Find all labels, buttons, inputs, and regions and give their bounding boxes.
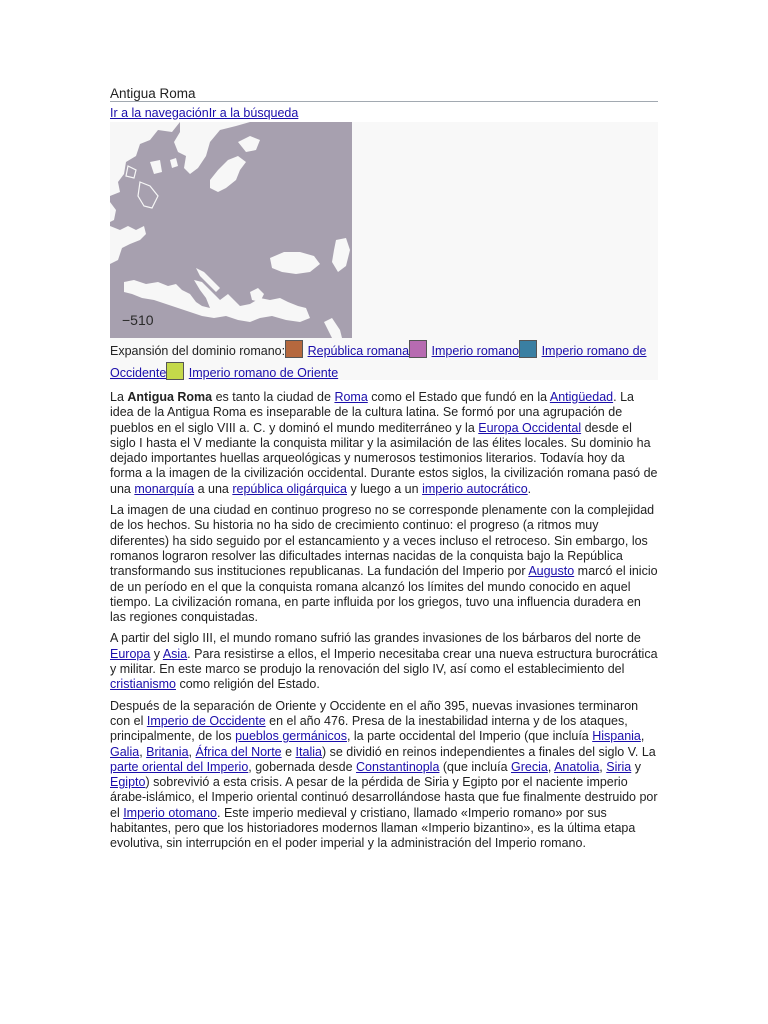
paragraph-division <box>110 699 658 852</box>
link-imperio-de-occidente[interactable]: Imperio de Occidente <box>146 713 266 728</box>
text: marcó el inicio de un período en el que la conquista romana alcanzó los límites del mundo conocido en aquel tiempo. La civilización romana, en parte influida por los griegos, tuvo una influencia duradera en las regiones conquistadas. <box>110 564 658 625</box>
link-italia[interactable]: Italia <box>295 744 322 759</box>
link-antiguedad[interactable]: Antigüedad <box>549 390 614 404</box>
text: Después de la separación de Oriente y Occidente en el año 395, nuevas invasiones terminaron con el <box>110 698 639 728</box>
skip-to-navigation-link[interactable]: Ir a la navegación <box>110 106 209 120</box>
map-legend <box>110 340 658 384</box>
text: . <box>527 481 532 496</box>
text: e <box>281 744 296 759</box>
legend-link-republica-romana[interactable]: República romana <box>307 344 410 358</box>
skip-links <box>110 106 298 120</box>
text: , <box>640 729 645 744</box>
text: ) sobrevivió a esta crisis. A pesar de la pérdida de Siria y Egipto por el naciente imperio árabe-islámico, el Imperio oriental continuó desarrollándose hasta que fue finalmente destruido por el <box>110 775 658 820</box>
page-title: Antigua Roma <box>110 86 196 101</box>
link-europa-occidental[interactable]: Europa Occidental <box>478 420 582 435</box>
link-imperio-otomano[interactable]: Imperio otomano <box>123 805 218 820</box>
text: , <box>547 759 555 774</box>
text: , la parte occidental del Imperio (que incluía <box>346 729 593 744</box>
text: La imagen de una ciudad en continuo progreso no se corresponde plenamente con la complejidad de los hechos. Su historia no ha sido de crecimiento continuo: el progreso (a ritmos muy diferentes) ha sido seguido por el estancamiento y a veces incluso el retroceso. Sin embargo, los romanos lograron resolver las dificultades internas nacidas de la conquista bajo la República transformando sus instituciones republicanas. La fundación del Imperio por <box>110 503 655 579</box>
paragraph-intro <box>110 390 658 497</box>
link-republica-oligarquica[interactable]: república oligárquica <box>232 481 347 496</box>
article-subject: Antigua Roma <box>127 390 213 404</box>
legend-swatch-oriente <box>166 362 184 380</box>
title-divider <box>110 101 658 102</box>
legend-link-imperio-occidente[interactable]: Imperio romano de Occidente <box>110 344 647 380</box>
legend-swatch-imperio <box>409 340 427 358</box>
text: y luego a un <box>347 481 423 496</box>
text: . Este imperio medieval y cristiano, llamado «Imperio romano» por sus habitantes, pero que los historiadores modernos llaman «Imperio bizantino», es la última etapa evolutiva, sin interrupción en el poder imperial y la administración del Imperio romano. <box>110 805 636 851</box>
link-grecia[interactable]: Grecia <box>511 759 548 774</box>
skip-to-search-link[interactable]: Ir a la búsqueda <box>208 106 299 120</box>
text: es tanto la ciudad de <box>212 390 335 404</box>
text: ) se dividió en reinos independientes a finales del siglo V. La <box>321 744 656 759</box>
text: . La idea de la Antigua Roma es inseparable de la cultura latina. Se formó por una agrupación de pueblos en el siglo VIII a. C. y dominó el mundo mediterráneo y la <box>110 390 634 435</box>
paragraph-invasions <box>110 631 658 692</box>
link-cristianismo[interactable]: cristianismo <box>110 677 176 692</box>
text: , gobernada desde <box>248 759 357 774</box>
text: en el año 476. Presa de la inestabilidad interna y de los ataques, principalmente, de los <box>110 713 628 744</box>
link-constantinopla[interactable]: Constantinopla <box>356 759 440 774</box>
link-egipto[interactable]: Egipto <box>110 775 146 790</box>
roman-expansion-map[interactable] <box>110 122 352 338</box>
link-imperio-autocratico[interactable]: imperio autocrático <box>422 481 528 496</box>
link-siria[interactable]: Siria <box>606 759 632 774</box>
text: A partir del siglo III, el mundo romano sufrió las grandes invasiones de los bárbaros del norte de <box>110 631 641 646</box>
text: como el Estado que fundó en la <box>367 390 550 404</box>
text: , <box>188 744 196 759</box>
text: y <box>631 759 641 774</box>
text: La <box>110 390 128 404</box>
text: . Para resistirse a ellos, el Imperio necesitaba crear una nueva estructura burocrática y militar. En este marco se produjo la renovación del siglo IV, así como el establecimiento del <box>110 646 658 677</box>
link-africa-del-norte[interactable]: África del Norte <box>195 744 282 759</box>
text: , <box>139 744 147 759</box>
link-asia[interactable]: Asia <box>162 646 188 661</box>
map-year-label: −510 <box>122 312 154 328</box>
text: a una <box>194 481 233 496</box>
link-britania[interactable]: Britania <box>146 744 189 759</box>
link-roma[interactable]: Roma <box>334 390 368 404</box>
text: (que incluía <box>439 759 511 774</box>
link-pueblos-germanicos[interactable]: pueblos germánicos <box>235 729 347 744</box>
legend-link-imperio-oriente[interactable]: Imperio romano de Oriente <box>188 366 339 380</box>
link-monarquia[interactable]: monarquía <box>134 481 195 496</box>
text: desde el siglo I hasta el V mediante la conquista militar y la asimilación de las élites locales. Su dominio ha dejado importantes huellas arqueológicas y numerosos testimonios literarios. Todavía hoy da forma a la imagen de la civilización occidental. Durante estos siglos, la civilización romana pasó de una <box>110 420 658 496</box>
article-body <box>110 390 658 858</box>
legend-caption: Expansión del dominio romano: <box>110 344 286 358</box>
link-galia[interactable]: Galia <box>110 744 140 759</box>
legend-link-imperio-romano[interactable]: Imperio romano <box>431 344 520 358</box>
text: y <box>150 646 163 661</box>
link-parte-oriental[interactable]: parte oriental del Imperio <box>110 759 249 774</box>
map-image <box>110 122 352 338</box>
link-europa[interactable]: Europa <box>110 646 151 661</box>
link-hispania[interactable]: Hispania <box>592 729 641 744</box>
legend-swatch-occidente <box>519 340 537 358</box>
expansion-figure <box>110 122 658 380</box>
text: , <box>599 759 607 774</box>
text: como religión del Estado. <box>176 677 320 692</box>
paragraph-history <box>110 503 658 625</box>
link-augusto[interactable]: Augusto <box>528 564 575 579</box>
link-anatolia[interactable]: Anatolia <box>554 759 600 774</box>
legend-swatch-republica <box>285 340 303 358</box>
